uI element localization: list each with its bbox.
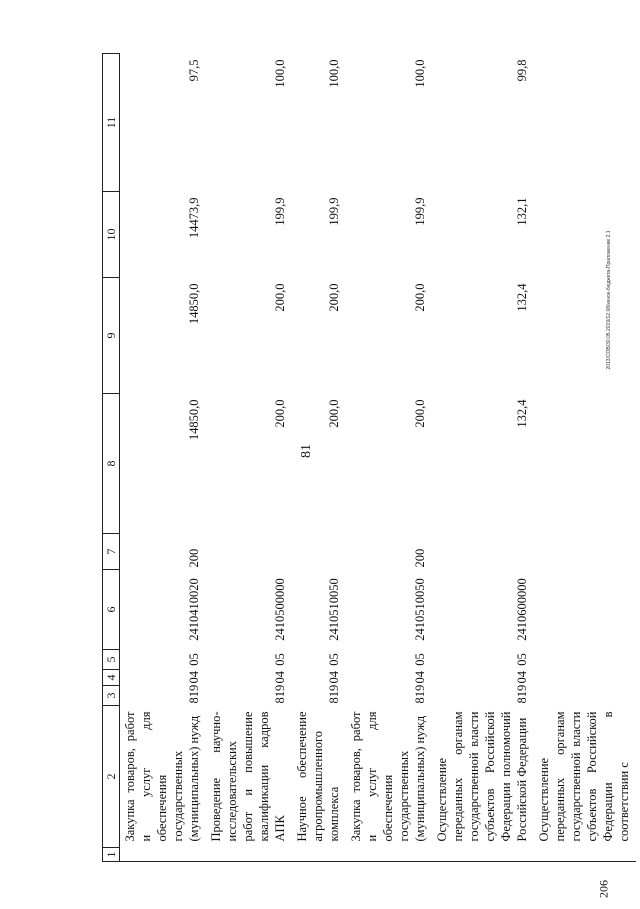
cell-expense-type [292,534,346,570]
header-col-9: 9 [103,278,120,394]
cell-col-10: 199,9 [327,197,341,226]
cell-col-1 [120,848,207,862]
cell-subsection: 05 [327,653,341,666]
cell-col-10 [534,192,636,278]
cell-expense-type: 200 [187,548,201,568]
cell-col-11: 100,0 [327,59,341,88]
header-col-1: 1 [103,848,120,862]
cell-col-1 [292,848,346,862]
header-col-6: 6 [103,570,120,650]
table-row [120,54,207,862]
cell-col-10: 132,1 [515,197,529,226]
cell-col-9: 14850,0 [187,283,201,325]
cell-admin-code: 819 [515,684,529,704]
header-col-10: 10 [103,192,120,278]
table-header-row [103,54,120,862]
cell-admin-code: 819 [413,684,427,704]
cell-col-10: 14473,9 [187,197,201,239]
table-row [292,54,346,862]
cell-name: Проведение научно-исследовательских работ и повышение квалификации кадров АПК [209,711,287,842]
cell-name: Осуществление переданных органам государственной власти субъектов Российской Федерации полномочий Российской Федерации [435,711,529,842]
cell-name: Научное обеспечение агропромышленного комплекса [295,711,341,842]
cell-target-article: 2410510050 [413,578,427,641]
cell-admin-code: 819 [327,684,341,704]
cell-subsection: 05 [187,653,201,666]
cell-col-8: 14850,0 [187,399,201,441]
header-col-5: 5 [103,650,120,670]
header-col-4: 4 [103,670,120,686]
cell-target-article: 2410510050 [327,578,341,641]
cell-admin-code: 819 [187,684,201,704]
cell-subsection: 05 [273,653,287,666]
cell-section: 04 [187,671,201,684]
document-footer-code: 2013/СОВ/30.05.2019/12.08/кенок-бюджета-Приложение 2.1 [606,230,612,370]
cell-section: 04 [327,671,341,684]
cell-admin-code: 819 [273,684,287,704]
header-col-7: 7 [103,534,120,570]
cell-col-1 [346,848,432,862]
cell-col-8: 200,0 [413,399,427,428]
cell-col-9: 132,4 [515,283,529,312]
table-row [432,54,534,862]
cell-col-10: 199,9 [273,197,287,226]
cell-col-11: 100,0 [273,59,287,88]
cell-col-8: 200,0 [327,399,341,428]
cell-col-1 [206,848,292,862]
cell-col-1 [432,848,534,862]
cell-col-10: 199,9 [413,197,427,226]
cell-expense-type [432,534,534,570]
cell-target-article: 2410410020 [187,578,201,641]
table-row [534,54,636,862]
cell-col-8: 132,4 [515,399,529,428]
table-row [346,54,432,862]
cell-expense-type: 200 [413,548,427,568]
cell-col-11: 99,8 [515,59,529,82]
cell-col-11: 100,0 [413,59,427,88]
cell-expense-type [206,534,292,570]
cell-subsection: 05 [413,653,427,666]
cell-col-1 [534,848,636,862]
cell-name: Осуществление переданных органам государственной власти субъектов Российской Федерации в соответствии с [537,711,631,842]
cell-subsection: 05 [515,653,529,666]
cell-section: 04 [413,671,427,684]
page-number: 81 [299,444,314,458]
cell-col-9 [534,278,636,394]
budget-table [102,53,636,862]
cell-target-article [534,570,636,650]
table-row [206,54,292,862]
cell-col-8: 200,0 [273,399,287,428]
cell-name: Закупка товаров, работ и услуг для обеспечения государственных (муниципальных) нужд [123,711,201,842]
header-col-2: 2 [103,706,120,848]
header-col-3: 3 [103,686,120,706]
sheet-number: 206 [596,880,611,898]
cell-subsection [534,650,636,670]
cell-col-11 [534,54,636,192]
cell-target-article: 2410600000 [515,578,529,641]
cell-expense-type [534,534,636,570]
cell-target-article: 2410500000 [273,578,287,641]
cell-name: Закупка товаров, работ и услуг для обеспечения государственных (муниципальных) нужд [349,711,427,842]
cell-admin-code [534,686,636,706]
header-col-11: 11 [103,54,120,192]
cell-col-9: 200,0 [327,283,341,312]
cell-section [534,670,636,686]
cell-section: 04 [515,671,529,684]
cell-section: 04 [273,671,287,684]
cell-col-8 [534,394,636,534]
cell-col-9: 200,0 [273,283,287,312]
cell-col-9: 200,0 [413,283,427,312]
cell-col-11: 97,5 [187,59,201,82]
header-col-8: 8 [103,394,120,534]
